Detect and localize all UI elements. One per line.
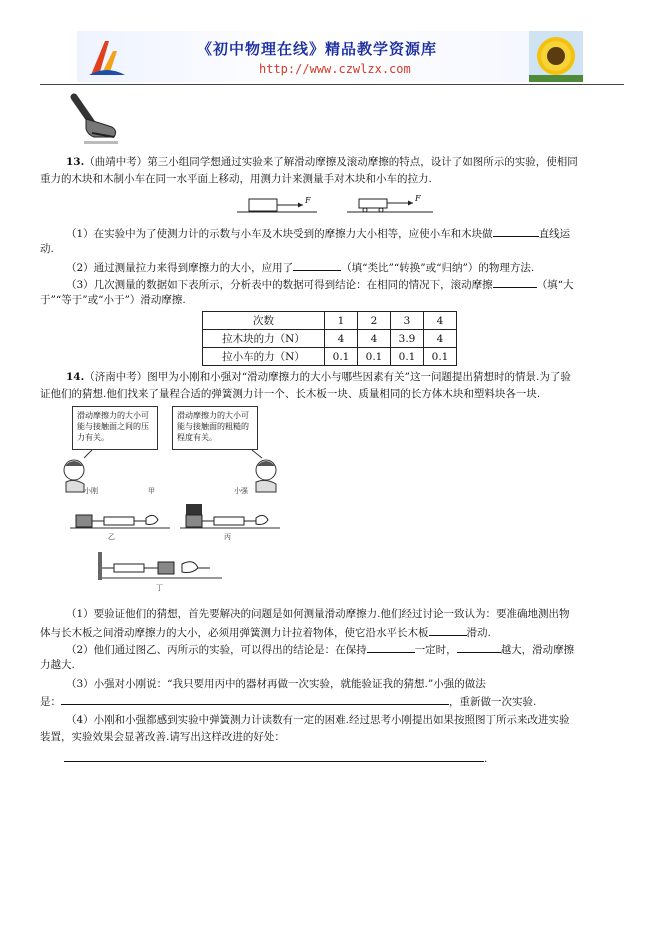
- q14-p3-text-a: （3）小强对小刚说：“我只要用丙中的器材再做一次实验，就能验证我的猜想.”小强的做法: [66, 678, 486, 690]
- setup-yi: [70, 515, 170, 528]
- q13-p3-text-b: （填“大: [536, 279, 574, 291]
- table-cell: 3.9: [391, 330, 424, 348]
- q13-p2-text-b: （填“类比”“转换”或“归纳”）的物理方法.: [341, 262, 535, 274]
- q13-p1-text-b: 直线运: [538, 228, 571, 240]
- label-xiaogang: 小刚: [84, 487, 98, 495]
- q14-intro-1: （济南中考）图甲为小刚和小强对“滑动摩擦力的大小与哪些因素有关”这一问题提出猜想时的情景.为了验: [84, 371, 571, 383]
- label-jia: 甲: [148, 487, 155, 495]
- q14-p1-text-c: 滑动.: [466, 627, 491, 639]
- table-header-cell: 2: [358, 312, 391, 330]
- setup-ding: [98, 552, 222, 580]
- header-rule: [40, 84, 624, 85]
- banner-title: 《初中物理在线》精品教学资源库: [197, 40, 438, 58]
- q13-p3-text-a: （3）几次测量的数据如下表所示，分析表中的数据可得到结论：在相同的情况下，滚动摩擦: [66, 279, 493, 291]
- table-header-cell: 1: [325, 312, 358, 330]
- q14-p4-text-a: （4）小刚和小强都感到实验中弹簧测力计读数有一定的困难.经过思考小刚提出如果按照图丁所示来改进实验: [66, 714, 570, 726]
- q13-intro-line1: [66, 155, 578, 170]
- table-cell: 拉小车的力（N）: [203, 348, 325, 366]
- q13-intro-1: （曲靖中考）第三小组同学想通过实验来了解滑动摩擦及滚动摩擦的特点，设计了如图所示的实验，使相同: [84, 156, 578, 168]
- table-cell: 4: [325, 330, 358, 348]
- q13-part3: [66, 276, 574, 293]
- table-cell: 4: [424, 330, 457, 348]
- q13-cart: [359, 199, 387, 208]
- q14-p1-text-b: 体与长木板之间滑动摩擦力的大小，必须用弹簧测力计拉着物体，使它沿水平长木板: [40, 627, 429, 639]
- q14-p4-text-b: 装置，实验效果会显著改善.请写出这样改进的好处：: [40, 731, 285, 743]
- banner-url[interactable]: http://www.czwlzx.com: [259, 62, 411, 76]
- q14-p4-text-c: .: [484, 753, 488, 765]
- table-header-row: [203, 312, 457, 330]
- table-row: [203, 348, 457, 366]
- q14-number: 14.: [66, 371, 85, 383]
- q14-p4-blank[interactable]: [64, 750, 484, 762]
- q14-part4-line3: [64, 750, 487, 767]
- q13-intro-2: 重力的木块和木制小车在同一水平面上移动，用测力计来测量手对木块和小车的拉力.: [40, 173, 432, 185]
- q14-p2-text-b: 一定时，: [414, 644, 457, 656]
- bubble-right: 滑动摩擦力的大小可能与接触面的粗糙的程度有关。: [172, 406, 258, 450]
- q14-part1-line2: [40, 624, 491, 641]
- setup-bing: [180, 504, 280, 528]
- bubble-left: 滑动摩擦力的大小可能与接触面之间的压力有关。: [72, 406, 158, 450]
- label-xiaoqiang: 小强: [234, 487, 248, 495]
- header-banner: [77, 31, 583, 82]
- table-cell: 0.1: [391, 348, 424, 366]
- q13-number: 13.: [66, 156, 85, 168]
- q14-intro-2: 证他们的猜想.他们找来了量程合适的弹簧测力计一个、长木板一块、质量相同的长方体木块和塑料块各一块.: [40, 388, 541, 400]
- q14-p3-blank[interactable]: [61, 693, 449, 705]
- q13-p1-blank[interactable]: [493, 225, 539, 237]
- q13-data-table: [202, 311, 457, 366]
- label-bing: 丙: [224, 533, 231, 541]
- boy-left-figure: [64, 460, 84, 492]
- q13-figure: [237, 193, 433, 215]
- table-header-cell: 次数: [203, 312, 325, 330]
- q13-p2-blank[interactable]: [293, 259, 341, 271]
- q13-p3-blank[interactable]: [493, 276, 537, 288]
- q13-p1-text-a: （1）在实验中为了使测力计的示数与小车及木块受到的摩擦力大小相等，应使小车和木块做: [66, 228, 493, 240]
- q14-p2-blank-2[interactable]: [457, 641, 501, 653]
- q14-p1-text-a: （1）要验证他们的猜想，首先要解决的问题是如何测量滑动摩擦力.他们经过讨论一致认为：要准确地测出物: [66, 608, 570, 620]
- site-logo: [85, 35, 129, 79]
- table-cell: 0.1: [358, 348, 391, 366]
- table-row: [203, 330, 457, 348]
- q14-part2: [66, 641, 574, 658]
- q14-p1-blank[interactable]: [429, 624, 467, 636]
- table-header-cell: 3: [391, 312, 424, 330]
- boy-right-figure: [256, 460, 276, 492]
- q13-part2: [66, 259, 534, 276]
- label-ding: 丁: [156, 584, 163, 592]
- table-cell: 0.1: [325, 348, 358, 366]
- q13-wood-block: [249, 199, 277, 211]
- q13-force-label-2: F: [415, 194, 421, 203]
- q14-p3-text-c: ，重新做一次实验.: [449, 696, 537, 708]
- q13-part1: [66, 225, 570, 242]
- q14-part3-line2: [40, 693, 536, 710]
- q14-p2-text-a: （2）他们通过图乙、丙所示的实验，可以得出的结论是：在保持: [66, 644, 367, 656]
- foot-image: [70, 93, 126, 149]
- q14-p2-blank-1[interactable]: [367, 641, 415, 653]
- q13-force-label-1: F: [305, 196, 311, 205]
- label-yi: 乙: [108, 533, 115, 541]
- table-header-cell: 4: [424, 312, 457, 330]
- q14-intro-line1: [66, 370, 571, 385]
- q14-p3-text-b: 是：: [40, 696, 61, 708]
- table-cell: 拉木块的力（N）: [203, 330, 325, 348]
- q13-p1-text-c: 动.: [40, 243, 54, 255]
- sunflower-image: [529, 31, 583, 82]
- q14-p2-text-d: 力越大.: [40, 659, 75, 671]
- q13-p3-text-c: 于”“等于”或“小于”）滑动摩擦.: [40, 294, 186, 306]
- table-cell: 0.1: [424, 348, 457, 366]
- q13-p2-text-a: （2）通过测量拉力来得到摩擦力的大小，应用了: [66, 262, 294, 274]
- q14-figure: [62, 404, 284, 594]
- q14-p2-text-c: 越大，滑动摩擦: [500, 644, 575, 656]
- table-cell: 4: [358, 330, 391, 348]
